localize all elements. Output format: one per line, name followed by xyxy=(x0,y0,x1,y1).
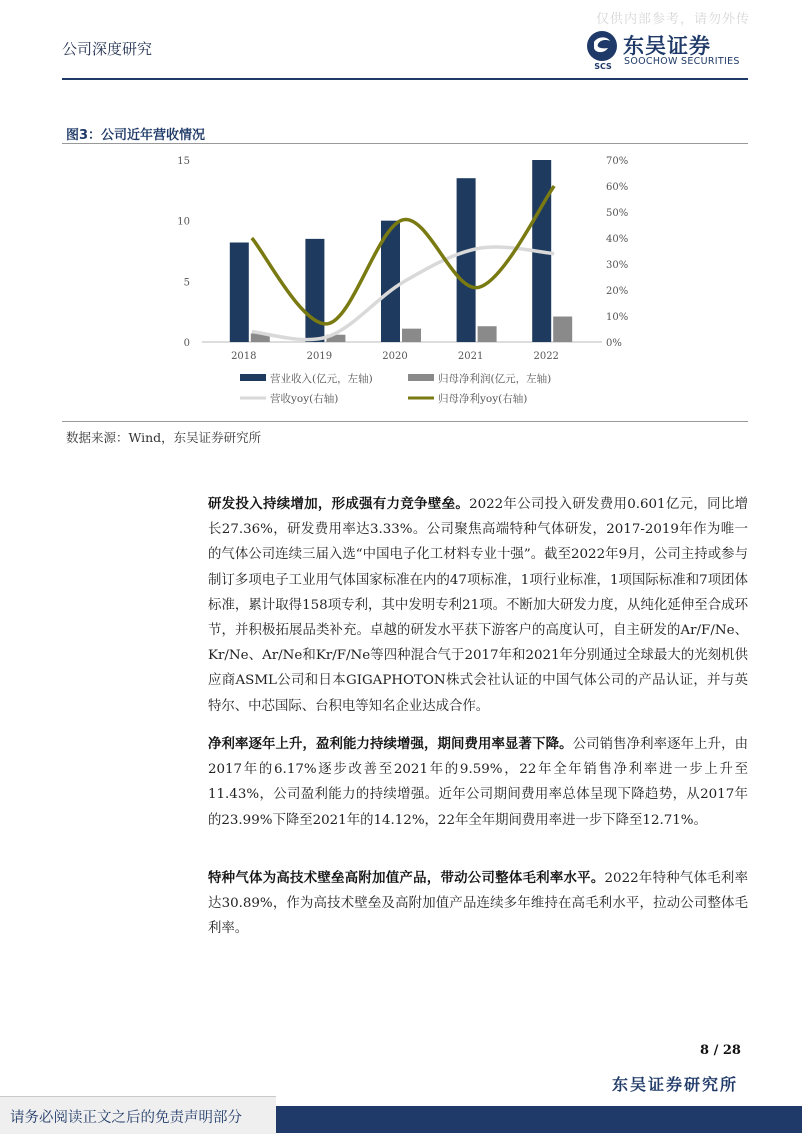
net-profit-bar xyxy=(402,329,421,342)
legend-net-profit-yoy-label: 归母净利yoy(右轴) xyxy=(438,393,528,405)
legend-revenue-swatch xyxy=(240,374,266,381)
right-tick-label: 50% xyxy=(606,208,629,219)
paragraph-rnd xyxy=(208,492,748,719)
watermark: 仅供内部参考，请勿外传 xyxy=(596,12,751,27)
logo-cn: 东吴证券 xyxy=(623,34,711,58)
x-tick-label: 2019 xyxy=(306,351,333,362)
revenue-bar xyxy=(305,239,324,342)
net-profit-bar xyxy=(553,317,572,342)
page-number: 8 / 28 xyxy=(700,1043,741,1058)
right-tick-label: 60% xyxy=(606,182,629,193)
x-tick-label: 2018 xyxy=(231,351,257,362)
right-tick-label: 70% xyxy=(606,156,629,167)
paragraph-specialty-gas-lead: 特种气体为高技术壁垒高附加值产品，带动公司整体毛利率水平。 xyxy=(208,870,605,886)
paragraph-margin-lead: 净利率逐年上升，盈利能力持续增强，期间费用率显著下降。 xyxy=(208,736,573,752)
paragraph-rnd-body: 2022年公司投入研发费用0.601亿元，同比增长27.36%，研发费用率达3.33%。公司聚焦高端特种气体研发，2017-2019年作为唯一的气体公司连续三届入选“中国电子化工材料专业十强”。截至2022年9月，公司主持或参与制订多项电子工业用气体国家标准在内的47项标准，1项行业标准，1项国际标准和7项团体标准，累计取得158项专利，其中发明专利21项。不断加大研发力度，从纯化延伸至合成环节，并积极拓展品类补充。卓越的研发水平获下游客户的高度认可，自主研发的Ar/F/Ne、Kr/Ne、Ar/Ne和Kr/F/Ne等四种混合气于2017年和2021年分别通过全球最大的光刻机供应商ASML公司和日本GIGAPHOTON株式会社认证的中国气体公司的产品认证，并与英特尔、中芯国际、台积电等知名企业达成合作。 xyxy=(208,497,749,714)
legend-net-profit-swatch xyxy=(408,374,434,381)
revenue-chart xyxy=(62,146,748,416)
x-tick-label: 2022 xyxy=(533,351,559,362)
right-tick-label: 30% xyxy=(606,260,629,271)
paragraph-margin-body: 公司销售净利率逐年上升，由2017年的6.17%逐步改善至2021年的9.59%，22年全年销售净利率进一步上升至11.43%，公司盈利能力的持续增强。近年公司期间费用率总体呈现下降趋势，从2017年的23.99%下降至2021年的14.12%，22年全年期间费用率进一步下降至12.71%。 xyxy=(208,737,749,828)
logo-mark-icon xyxy=(585,30,621,70)
net-profit-bar xyxy=(478,326,497,342)
right-tick-label: 20% xyxy=(606,286,629,297)
paragraph-specialty-gas xyxy=(208,866,748,942)
logo-en: SOOCHOW SECURITIES xyxy=(624,56,740,67)
figure-source: 数据来源：Wind，东吴证券研究所 xyxy=(66,430,262,445)
footer-org: 东吴证券研究所 xyxy=(612,1075,739,1094)
footer-disclaimer: 请务必阅读正文之后的免责声明部分 xyxy=(10,1110,242,1126)
revenue-bar xyxy=(457,178,476,342)
right-tick-label: 0% xyxy=(606,338,622,349)
legend-revenue-yoy-label: 营收yoy(右轴) xyxy=(270,393,339,405)
paragraph-rnd-lead: 研发投入持续增加，形成强有力竞争壁垒。 xyxy=(208,496,470,512)
x-tick-label: 2020 xyxy=(382,351,408,362)
legend-net-profit-label: 归母净利润(亿元，左轴) xyxy=(438,373,552,385)
left-tick-label: 10 xyxy=(177,216,190,228)
figure-bottom-rule xyxy=(62,421,748,422)
header-divider xyxy=(62,78,748,80)
figure-title: 图3：公司近年营收情况 xyxy=(66,128,206,143)
figure-top-rule xyxy=(62,143,748,144)
paragraph-margin xyxy=(208,732,748,833)
x-tick-label: 2021 xyxy=(457,351,484,362)
right-tick-label: 10% xyxy=(606,312,629,323)
left-tick-label: 0 xyxy=(183,338,190,349)
left-tick-label: 15 xyxy=(177,156,190,167)
logo-mark-text: SCS xyxy=(594,62,612,70)
right-tick-label: 40% xyxy=(606,234,629,245)
report-type: 公司深度研究 xyxy=(62,40,153,58)
net-profit-yoy-line xyxy=(252,186,554,324)
left-tick-label: 5 xyxy=(183,277,190,289)
company-logo xyxy=(585,30,745,72)
legend-revenue-label: 营业收入(亿元，左轴) xyxy=(270,373,373,385)
revenue-bar xyxy=(230,243,249,342)
paragraph-specialty-gas-body: 2022年特种气体毛利率达30.89%，作为高技术壁垒及高附加值产品连续多年维持在高毛利水平，拉动公司整体毛利率。 xyxy=(208,871,748,937)
